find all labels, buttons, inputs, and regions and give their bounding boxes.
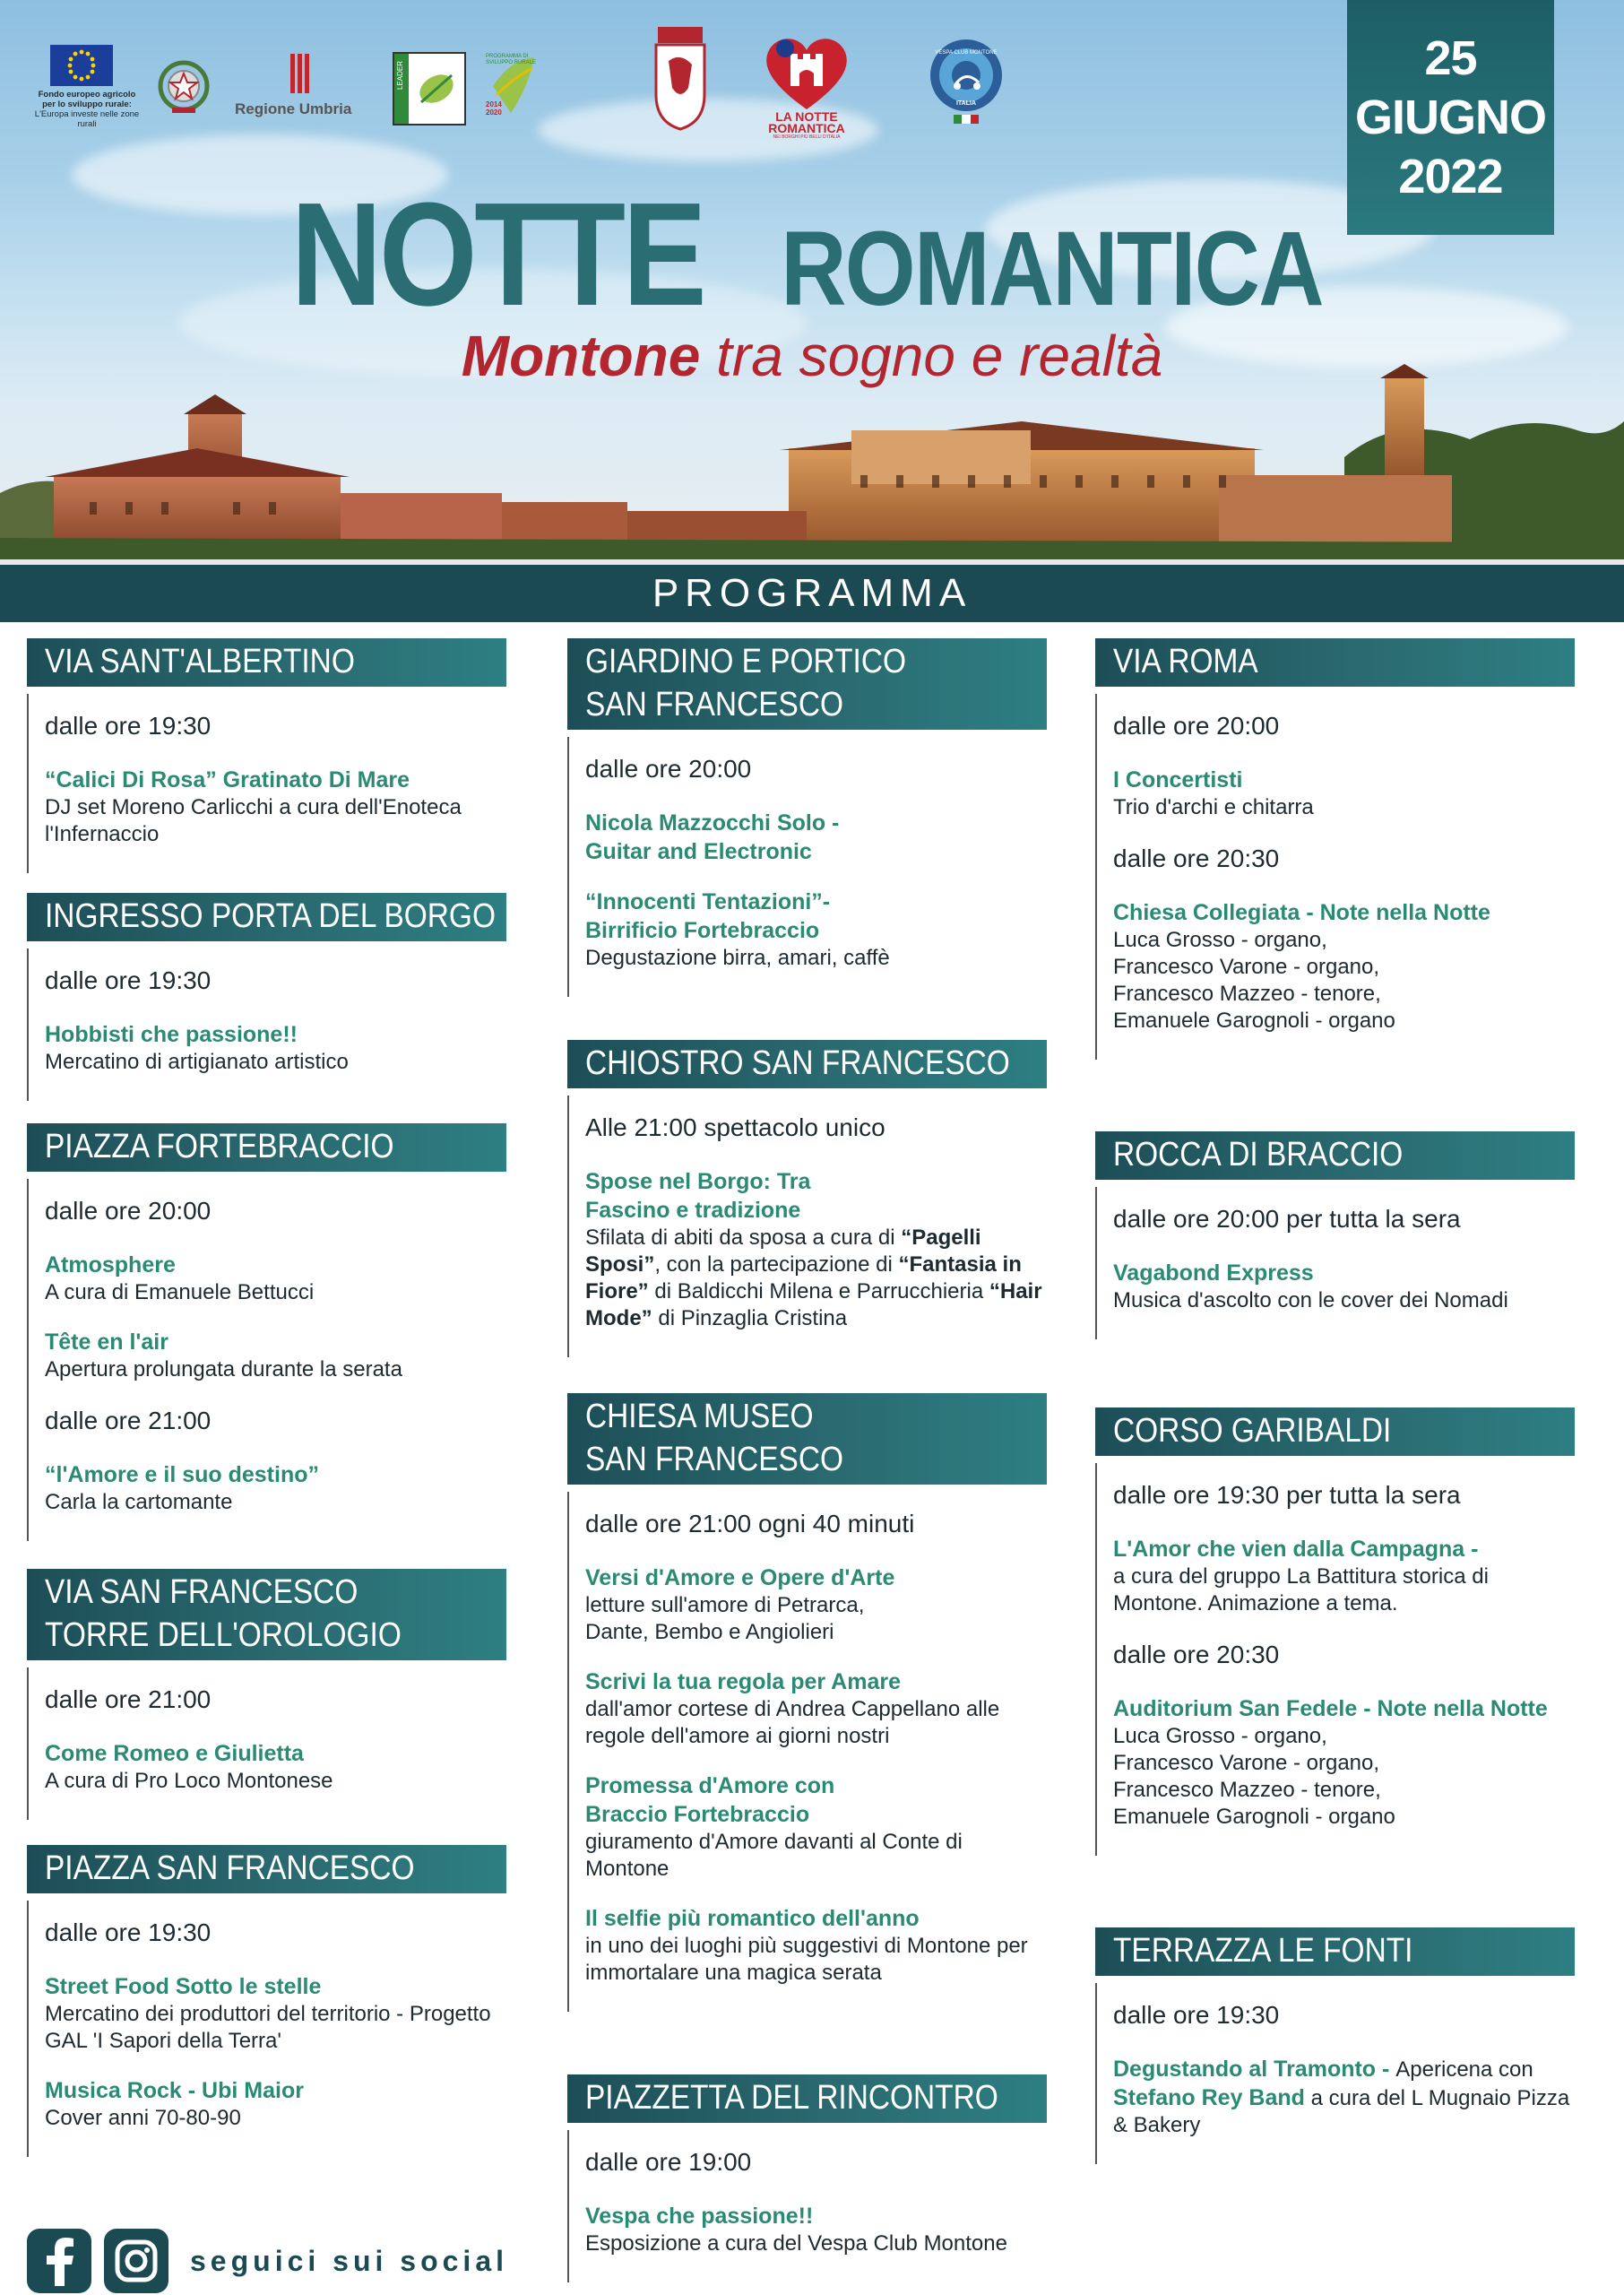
event-description: Cover anni 70-80-90: [45, 2106, 241, 2130]
section-body: [1095, 1983, 1575, 2164]
psr-year: 2014: [486, 100, 502, 108]
event-time: dalle ore 21:00 ogni 40 minuti: [585, 1510, 915, 1537]
section-title: ROCCA DI BRACCIO: [1113, 1136, 1404, 1173]
section-header: [27, 1845, 506, 1893]
event-description: letture sull'amore di Petrarca, Dante, Bembo e Angiolieri: [585, 1593, 865, 1644]
section-header: [27, 1569, 506, 1660]
social-caption: seguici sui social: [190, 2244, 508, 2277]
date-month: GIUGNO: [1354, 91, 1546, 144]
leader-label: LEADER: [396, 61, 404, 91]
eu-flag-logo: [50, 45, 113, 86]
section-body: [27, 694, 506, 873]
section-body: [1095, 694, 1575, 1060]
page-title: [0, 170, 1624, 339]
psr-caption: PROGRAMMA DI: [486, 54, 529, 59]
section-body: [27, 948, 506, 1101]
section-title: VIA SAN FRANCESCO: [45, 1573, 358, 1611]
section-chiesa-museo: [567, 1393, 1047, 2012]
section-giardino-e-portico: [567, 638, 1047, 997]
subtitle-montone: Montone: [461, 324, 701, 388]
section-body: [27, 1179, 506, 1541]
event-description: [1113, 2055, 1575, 2139]
section-header: [1095, 1131, 1575, 1180]
event-description: a cura del gruppo La Battitura storica di Montone. Animazione a tema.: [1113, 1564, 1489, 1615]
event-title: Atmosphere: [45, 1252, 176, 1277]
event-item: [45, 1328, 506, 1383]
section-body: [567, 737, 1047, 997]
event-description: Esposizione a cura del Vespa Club Montone: [585, 2231, 1007, 2256]
event-time: dalle ore 20:30: [1113, 844, 1280, 872]
event-title: Vagabond Express: [1113, 1260, 1314, 1286]
section-title-line2: TORRE DELL'OROLOGIO: [45, 1616, 402, 1654]
section-via-sant-albertino: [27, 638, 506, 873]
section-via-roma: [1095, 638, 1575, 1060]
event-item: [45, 766, 506, 848]
event-item: [585, 1771, 1047, 1883]
event-item: [585, 888, 1047, 972]
event-title: L'Amor che vien dalla Campagna -: [1113, 1537, 1479, 1562]
vespa-club-logo: [929, 38, 1004, 131]
section-piazza-san-francesco: [27, 1845, 506, 2157]
leader-logo: [393, 52, 466, 126]
event-description: Degustazione birra, amari, caffè: [585, 946, 890, 970]
eu-caption-line: per lo sviluppo rurale:: [42, 100, 132, 109]
event-title: I Concertisti: [1113, 767, 1243, 792]
event-time: dalle ore 20:00: [1113, 712, 1280, 740]
event-description: A cura di Pro Loco Montonese: [45, 1769, 333, 1793]
section-header: [567, 638, 1047, 730]
programma-label: PROGRAMMA: [652, 571, 972, 615]
event-time: dalle ore 21:00: [45, 1407, 212, 1434]
section-title: INGRESSO PORTA DEL BORGO: [45, 897, 496, 935]
event-description: giuramento d'Amore davanti al Conte di Montone: [585, 1830, 963, 1881]
event-item: [45, 1972, 506, 2055]
desc-part-bold: “Pagelli Sposi”: [585, 1225, 981, 1277]
section-title: PIAZZA FORTEBRACCIO: [45, 1128, 394, 1165]
section-corso-garibaldi: [1095, 1407, 1575, 1856]
section-via-san-francesco: [27, 1569, 506, 1820]
section-title: VIA ROMA: [1113, 643, 1258, 680]
event-time: dalle ore 20:30: [1113, 1641, 1280, 1668]
event-description: Luca Grosso - organo, Francesco Varone - organo, Francesco Mazzeo - tenore, Emanuele Garognoli - organo: [1113, 1724, 1395, 1829]
date-year: 2022: [1398, 150, 1503, 204]
event-title: Versi d'Amore e Opere d'Arte: [585, 1565, 895, 1590]
event-time: dalle ore 21:00: [45, 1685, 212, 1713]
event-description: A cura di Emanuele Bettucci: [45, 1280, 315, 1304]
event-title: Promessa d'Amore con Braccio Fortebraccio: [585, 1773, 835, 1827]
section-title: VIA SANT'ALBERTINO: [45, 643, 355, 680]
date-day: 25: [1424, 31, 1477, 85]
event-item: [585, 1904, 1047, 1987]
section-header: [1095, 1927, 1575, 1976]
event-time: dalle ore 19:30: [45, 712, 212, 740]
eu-caption-line: L'Europa investe nelle zone rurali: [34, 109, 140, 129]
hero-banner: [0, 0, 1624, 615]
event-title: Spose nel Borgo: Tra Fascino e tradizione: [585, 1169, 811, 1223]
section-title: GIARDINO E PORTICO: [585, 643, 906, 680]
event-item: [1113, 898, 1575, 1035]
event-item: [585, 1563, 1047, 1646]
event-item: [1113, 1535, 1575, 1617]
event-item: [585, 2202, 1047, 2257]
event-title: Il selfie più romantico dell'anno: [585, 1906, 920, 1931]
section-header: [27, 1123, 506, 1172]
event-item: [45, 1460, 506, 1516]
notte-logo-caption: ROMANTICA: [768, 121, 845, 135]
section-body: [27, 1667, 506, 1820]
section-header: [1095, 638, 1575, 687]
section-body: [567, 2130, 1047, 2282]
event-description: dall'amor cortese di Andrea Cappellano alle regole dell'amore ai giorni nostri: [585, 1697, 1000, 1748]
facebook-icon[interactable]: [27, 2229, 91, 2293]
event-title: Scrivi la tua regola per Amare: [585, 1669, 902, 1694]
event-time: dalle ore 19:30: [1113, 2001, 1280, 2029]
vespa-logo-caption: ITALIA: [955, 100, 977, 107]
eu-caption-line: Fondo europeo agricolo: [38, 90, 136, 100]
event-time: Alle 21:00 spettacolo unico: [585, 1113, 885, 1141]
section-body: [27, 1901, 506, 2157]
event-item: [1113, 766, 1575, 821]
event-time: dalle ore 19:00: [585, 2148, 752, 2176]
title-romantica: ROMANTICA: [781, 210, 1324, 328]
event-description: Carla la cartomante: [45, 1490, 233, 1514]
leaf-icon: [414, 66, 459, 111]
event-title: Nicola Mazzocchi Solo - Guitar and Electronic: [585, 810, 840, 864]
psr-caption: SVILUPPO RURALE: [486, 60, 537, 65]
event-description: [585, 1225, 1047, 1332]
event-time: dalle ore 19:30 per tutta la sera: [1113, 1481, 1461, 1509]
event-time: dalle ore 20:00: [45, 1197, 212, 1225]
event-title: Street Food Sotto le stelle: [45, 1974, 322, 1999]
event-item: [585, 1167, 1047, 1332]
event-item: [45, 1251, 506, 1306]
event-title: Chiesa Collegiata - Note nella Notte: [1113, 900, 1490, 925]
section-header: [567, 1040, 1047, 1088]
event-title: Tête en l'air: [45, 1329, 168, 1355]
section-title: CHIOSTRO SAN FRANCESCO: [585, 1044, 1010, 1082]
event-item: [1113, 1259, 1575, 1314]
montone-town-illustration: [0, 359, 1624, 565]
event-title: Hobbisti che passione!!: [45, 1022, 298, 1047]
event-title: Come Romeo e Giulietta: [45, 1741, 304, 1766]
event-title: “Calici Di Rosa” Gratinato Di Mare: [45, 767, 410, 792]
event-item: [45, 1020, 506, 1076]
section-title: PIAZZETTA DEL RINCONTRO: [585, 2079, 998, 2117]
event-time: dalle ore 20:00: [585, 755, 752, 783]
desc-part: Apericena con: [1395, 2057, 1533, 2082]
section-title: TERRAZZA LE FONTI: [1113, 1932, 1413, 1970]
event-title: “Innocenti Tentazioni”- Birrificio Fortebraccio: [585, 889, 831, 943]
desc-part: Sfilata di abiti da sposa a cura di: [585, 1225, 902, 1250]
event-description: Mercatino di artigianato artistico: [45, 1050, 349, 1074]
section-terrazza-le-fonti: [1095, 1927, 1575, 2164]
event-title: Vespa che passione!!: [585, 2204, 814, 2229]
section-body: [567, 1096, 1047, 1357]
section-title: CORSO GARIBALDI: [1113, 1412, 1392, 1450]
desc-part-bold: “Fantasia in Fiore”: [585, 1252, 1022, 1303]
event-title: Degustando al Tramonto -: [1113, 2057, 1396, 2082]
event-time: dalle ore 20:00 per tutta la sera: [1113, 1205, 1461, 1233]
event-item: [1113, 2055, 1575, 2139]
section-ingresso-porta-del-borgo: [27, 893, 506, 1101]
desc-part: , con la partecipazione di: [654, 1252, 899, 1277]
event-item: [45, 2076, 506, 2132]
section-title-line2: SAN FRANCESCO: [585, 686, 844, 723]
notte-romantica-heart-logo: [760, 32, 853, 138]
section-title: CHIESA MUSEO: [585, 1398, 814, 1435]
event-title: Musica Rock - Ubi Maior: [45, 2078, 304, 2103]
desc-part: a cura del L Mugnaio Pizza & Bakery: [1113, 2086, 1570, 2137]
section-header: [567, 2074, 1047, 2123]
vespa-logo-caption: VESPA CLUB MONTONE: [935, 50, 998, 56]
social-links: [27, 2229, 508, 2293]
desc-part: di Pinzaglia Cristina: [652, 1306, 848, 1330]
sponsor-logos: [0, 0, 1344, 161]
event-description: Mercatino dei produttori del territorio - Progetto GAL 'I Sapori della Terra': [45, 2002, 491, 2053]
desc-part: di Baldicchi Milena e Parrucchieria: [648, 1279, 989, 1303]
section-header: [1095, 1407, 1575, 1456]
section-header: [27, 638, 506, 687]
section-body: [567, 1492, 1047, 2012]
section-title: PIAZZA SAN FRANCESCO: [45, 1849, 415, 1887]
subtitle-tagline: tra sogno e realtà: [700, 324, 1163, 388]
event-item: [585, 1667, 1047, 1750]
section-header: [27, 893, 506, 941]
notte-logo-caption: NEI BORGHI PIÙ BELLI D'ITALIA: [773, 134, 841, 140]
section-header: [567, 1393, 1047, 1485]
section-body: [1095, 1463, 1575, 1856]
desc-part-bold: “Hair Mode”: [585, 1279, 1042, 1330]
programma-header: [0, 559, 1624, 622]
section-piazza-fortebraccio: [27, 1123, 506, 1541]
event-description: Luca Grosso - organo, Francesco Varone - organo, Francesco Mazzeo - tenore, Emanuele Garognoli - organo: [1113, 928, 1395, 1033]
instagram-icon[interactable]: [104, 2229, 168, 2293]
event-item: [585, 809, 881, 866]
event-description: DJ set Moreno Carlicchi a cura dell'Enoteca l'Infernaccio: [45, 795, 462, 846]
event-item: [45, 1739, 506, 1795]
section-title-line2: SAN FRANCESCO: [585, 1441, 844, 1478]
regione-umbria-label: Regione Umbria: [235, 100, 352, 117]
eu-caption: [29, 90, 145, 129]
section-rocca-di-braccio: [1095, 1131, 1575, 1339]
event-performer: Stefano Rey Band: [1113, 2085, 1305, 2110]
event-title: “l'Amore e il suo destino”: [45, 1462, 319, 1487]
notte-logo-caption: LA NOTTE: [775, 109, 838, 124]
event-description: Trio d'archi e chitarra: [1113, 795, 1314, 819]
psr-year: 2020: [486, 108, 502, 117]
event-item: [1113, 1694, 1575, 1831]
event-description: Musica d'ascolto con le cover dei Nomadi: [1113, 1288, 1508, 1312]
italian-flag-icon: [954, 115, 979, 124]
italian-republic-emblem-icon: [156, 56, 212, 118]
event-time: dalle ore 19:30: [45, 966, 212, 994]
title-notte: NOTTE: [290, 172, 704, 336]
section-body: [1095, 1187, 1575, 1339]
event-description: Apertura prolungata durante la serata: [45, 1357, 402, 1381]
regione-umbria-logo-icon: [289, 52, 312, 95]
event-description: in uno dei luoghi più suggestivi di Montone per immortalare una magica serata: [585, 1934, 1028, 1985]
event-time: dalle ore 19:30: [45, 1918, 212, 1946]
section-piazzetta-del-rincontro: [567, 2074, 1047, 2282]
montone-crest-icon: [652, 25, 708, 131]
psr-logo: [484, 50, 541, 127]
event-title: Auditorium San Fedele - Note nella Notte: [1113, 1696, 1548, 1721]
section-chiostro-san-francesco: [567, 1040, 1047, 1357]
